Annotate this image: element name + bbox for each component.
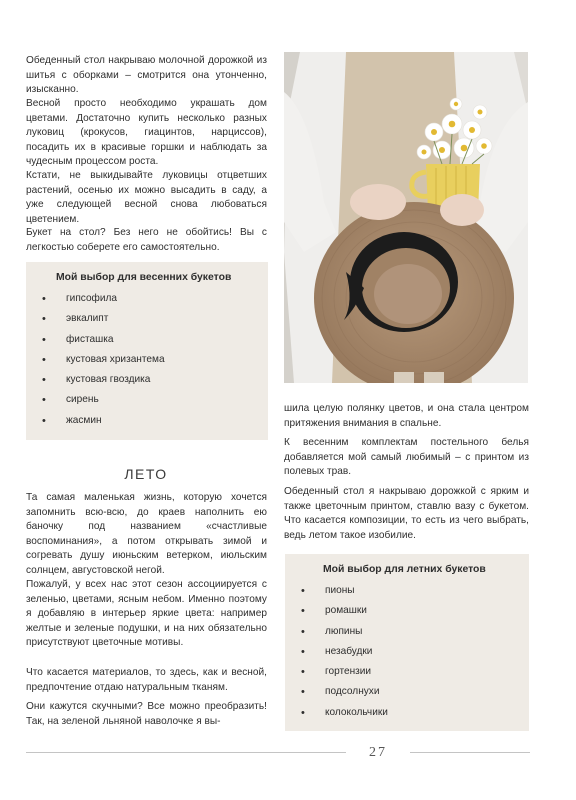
paragraph-bouquet: Букет на стол? Без него не обойтись! Вы с легкостью соберете его самостоятельно. [26, 227, 267, 253]
list-item: • жасмин [42, 411, 258, 431]
list-item: • эвкалипт [42, 309, 258, 329]
paragraph-transform: Они кажутся скучными? Все можно преобразить! Так, на зеленой льняной наволочке я вы- [26, 701, 267, 727]
summer-flower-list [301, 581, 519, 723]
spring-bouquet-box [26, 262, 268, 440]
list-item: • гортензии [301, 662, 519, 682]
photo-woman-hat [284, 52, 528, 383]
paragraph-spring-bulbs: Весной просто необходимо украшать дом цветами. Достаточно купить несколько разных луковиц (крокусов, гиацинтов, нарциссов), посадить их в красивые горшки и наблюдать за чудесным процессом роста. [26, 98, 267, 168]
paragraph-embroidered-meadow: шила целую полянку цветов, и она стала центром притяжения внимания в спальне. [284, 403, 529, 429]
spring-flower-list [42, 289, 258, 431]
list-item: • колокольчики [301, 703, 519, 723]
list-item: • фисташка [42, 330, 258, 350]
list-item: • кустовая хризантема [42, 350, 258, 370]
paragraph-summer-colors: Пожалуй, у всех нас этот сезон ассоциируется с зеленью, цветами, ясным небом. Именно поэтому я добавляю в интерьер яркие цвета: например желтые и зеленые подушки, и на них обязательно присутствуют цветочные мотивы. [26, 579, 267, 649]
list-item: • пионы [301, 581, 519, 601]
list-item: • сирень [42, 390, 258, 410]
woman-with-hat-illustration [284, 52, 528, 383]
paragraph-little-life: Та самая маленькая жизнь, которую хочется запомнить всю-всю, до краев наполнить ею баночку под названием «счастливые воспоминания», а потом открывать зимой и согревать душу июньским ветерком, июльским солнцем, августовской негой. [26, 492, 267, 576]
page-number: 27 [369, 745, 387, 760]
section-heading-summer: ЛЕТО [124, 466, 168, 482]
spring-box-title: Мой выбор для весенних букетов [56, 272, 232, 283]
list-item: • люпины [301, 622, 519, 642]
paragraph-materials: Что касается материалов, то здесь, как и весной, предпочтение отдаю натуральным тканям. [26, 667, 267, 693]
paragraph-table-vase: Обеденный стол я накрываю дорожкой с ярким и также цветочным принтом, ставлю вазу с букетом. Что касается композиции, то есть из чего выбрать, ведь летом такое изобилие. [284, 486, 529, 541]
paragraph-replant-bulbs: Кстати, не выкидывайте луковицы отцветших растений, осенью их можно высадить в саду, а уже следующей весной снова любоваться цветением. [26, 170, 267, 225]
summer-bouquet-box [285, 554, 529, 731]
paragraph-bed-linen: К весенним комплектам постельного белья добавляется мой самый любимый – с принтом из полевых трав. [284, 437, 529, 478]
list-item: • незабудки [301, 642, 519, 662]
list-item: • ромашки [301, 601, 519, 621]
summer-box-title: Мой выбор для летних букетов [323, 564, 486, 575]
footer-rule-left [26, 752, 346, 753]
paragraph-table-runner: Обеденный стол накрываю молочной дорожкой из шитья с оборками – смотрится она утонченно, изысканно. [26, 55, 267, 96]
list-item: • кустовая гвоздика [42, 370, 258, 390]
list-item: • подсолнухи [301, 682, 519, 702]
footer-rule-right [410, 752, 530, 753]
list-item: • гипсофила [42, 289, 258, 309]
